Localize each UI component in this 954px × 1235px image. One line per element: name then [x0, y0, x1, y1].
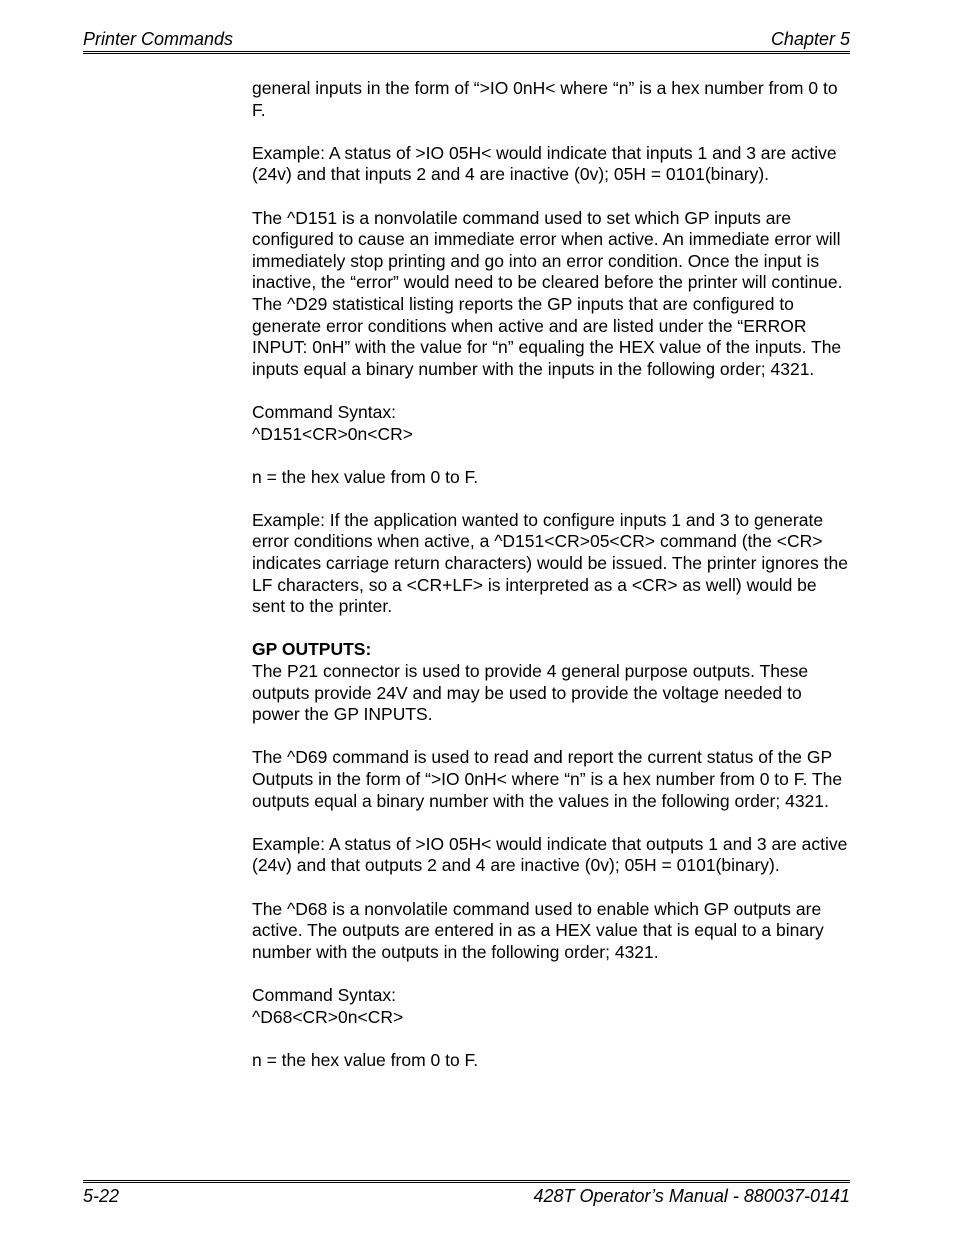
paragraph-general-inputs: general inputs in the form of “>IO 0nH< where “n” is a hex number from 0 to F. [252, 78, 838, 120]
page-body [252, 78, 852, 1093]
page-header [83, 28, 850, 52]
section-heading-gp-outputs: GP OUTPUTS: [252, 639, 372, 660]
paragraph-d151-description: The ^D151 is a nonvolatile command used to set which GP inputs are configured to cause an immediate error when active. An immediate error will immediately stop printing and go into an error condition. Once the input is inactive, the “error” would need to be cleared before the printer will continue. The ^D29 statistical listing reports the GP inputs that are configured to generate error conditions when active and are listed under the “ERROR INPUT: 0nH” with the value for “n” equaling the HEX value of the inputs. The inputs equal a binary number with the inputs in the following order; 4321. [252, 207, 843, 379]
page-number: 5-22 [83, 1186, 120, 1206]
paragraph-d68-description: The ^D68 is a nonvolatile command used to enable which GP outputs are active. The outputs are entered in as a HEX value that is equal to a binary number with the outputs in the following order; 4321. [252, 898, 824, 962]
command-syntax-label: Command Syntax: [252, 401, 396, 422]
hex-value-note-2: n = the hex value from 0 to F. [252, 1049, 479, 1070]
footer-rule [83, 1180, 850, 1183]
command-syntax-label-2: Command Syntax: [252, 984, 396, 1005]
paragraph-output-status-example: Example: A status of >IO 05H< would indicate that outputs 1 and 3 are active (24v) and that outputs 2 and 4 are inactive (0v); 05H = 0101(binary). [252, 833, 848, 876]
command-syntax-d151: ^D151<CR>0n<CR> [252, 423, 413, 444]
header-section-title: Printer Commands [83, 29, 234, 49]
header-chapter: Chapter 5 [770, 29, 850, 49]
page-footer [83, 1185, 850, 1209]
paragraph-d69-description: The ^D69 command is used to read and report the current status of the GP Outputs in the form of “>IO 0nH< where “n” is a hex number from 0 to F. The outputs equal a binary number with the values in the following order; 4321. [252, 747, 843, 811]
command-syntax-d68: ^D68<CR>0n<CR> [252, 1006, 404, 1027]
hex-value-note: n = the hex value from 0 to F. [252, 466, 479, 487]
paragraph-p21-connector: The P21 connector is used to provide 4 general purpose outputs. These outputs provide 24V and may be used to provide the voltage needed to power the GP INPUTS. [252, 661, 809, 725]
paragraph-d151-example: Example: If the application wanted to configure inputs 1 and 3 to generate error conditions when active, a ^D151<CR>05<CR> command (the <CR> indicates carriage return characters) would be issued. The printer ignores the LF characters, so a <CR+LF> is interpreted as a <CR> as well) would be sent to the printer. [252, 509, 848, 617]
paragraph-input-status-example: Example: A status of >IO 05H< would indicate that inputs 1 and 3 are active (24v) and that inputs 2 and 4 are inactive (0v); 05H = 0101(binary). [252, 142, 837, 185]
header-rule [83, 51, 850, 54]
manual-title: 428T Operator’s Manual - 880037-0141 [533, 1186, 850, 1206]
